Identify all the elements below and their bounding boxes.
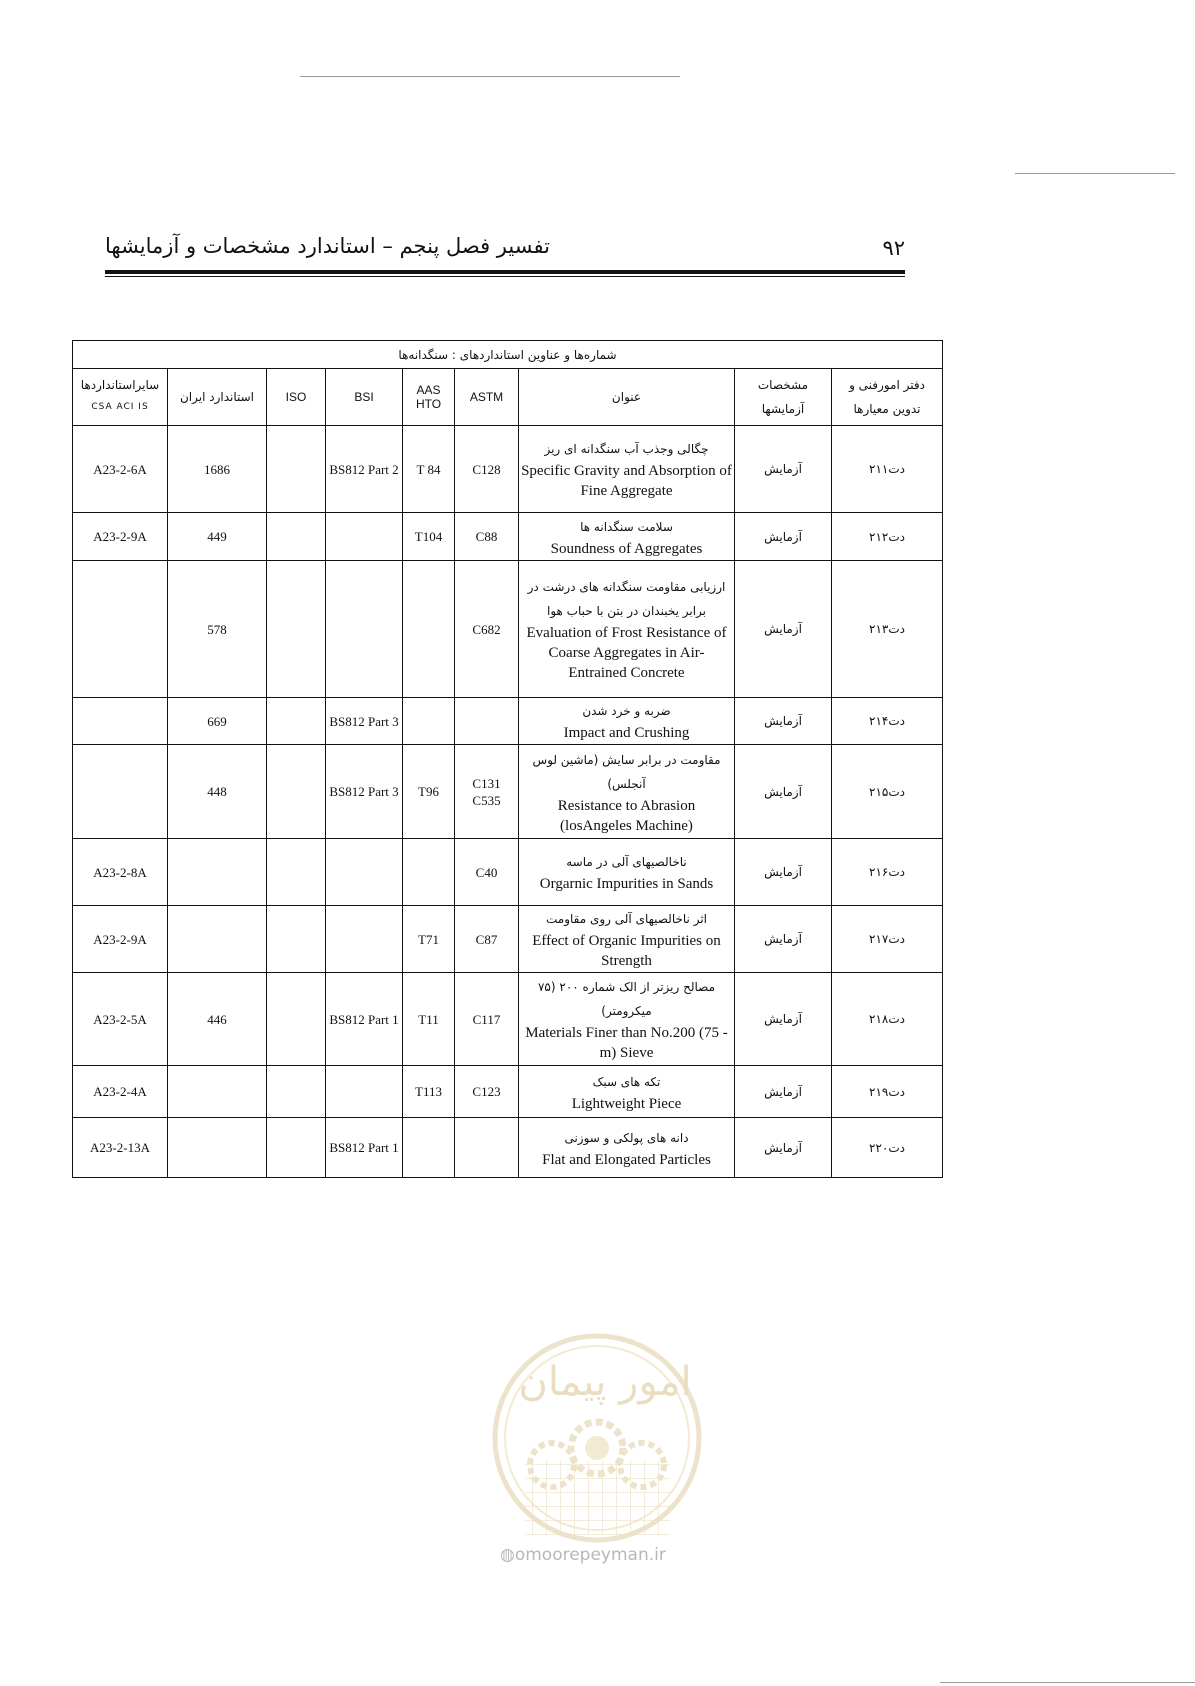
cell-iran-standard: 448 [168,745,267,839]
cell-aashto [403,561,455,698]
title-english: Flat and Elongated Particles [542,1151,711,1168]
cell-aashto [403,698,455,745]
cell-iran-standard [168,839,267,906]
cell-other-standard [73,698,168,745]
header-bsi: BSI [326,369,403,426]
cell-iran-standard [168,1066,267,1118]
cell-astm: C128 [455,426,519,513]
cell-title [519,561,735,698]
table-row [73,1066,943,1118]
cell-astm: C123 [455,1066,519,1118]
title-english: Resistance to Abrasion (losAngeles Machine) [557,797,696,834]
cell-iso [267,839,326,906]
cell-other-standard [73,745,168,839]
scan-speck [1015,173,1175,174]
header-iran: استاندارد ایران [168,369,267,426]
title-english: Specific Gravity and Absorption of Fine Aggregate [521,463,732,499]
table-row [73,839,943,906]
header-iso: ISO [267,369,326,426]
page-header [105,228,905,278]
cell-iran-standard: 669 [168,698,267,745]
cell-aashto: T104 [403,513,455,561]
cell-iso [267,1118,326,1178]
header-other-sub: CSA ACI IS [91,402,149,412]
title-english: Effect of Organic Impurities on Strength [532,933,721,969]
header-spec: مشخصات آزمایشها [735,369,832,426]
cell-office: دت۲۱۳ [832,561,943,698]
cell-spec: آزمایش [735,561,832,698]
title-persian: دانه های پولکی و سوزنی [564,1130,689,1145]
cell-spec: آزمایش [735,698,832,745]
cell-spec: آزمایش [735,906,832,973]
cell-aashto: T96 [403,745,455,839]
cell-astm: C88 [455,513,519,561]
cell-astm: C131 C535 [455,745,519,839]
header-aashto: AAS HTO [403,369,455,426]
header-astm: ASTM [455,369,519,426]
table-row [73,745,943,839]
cell-aashto: T113 [403,1066,455,1118]
watermark-url-text: omoorepeyman.ir [514,1545,666,1565]
cell-office: دت۲۱۴ [832,698,943,745]
globe-icon: ◍ [500,1545,515,1565]
title-persian: ناخالصیهای آلی در ماسه [566,855,687,869]
table-row [73,1118,943,1178]
cell-other-standard: A23-2-8A [73,839,168,906]
cell-title [519,513,735,561]
table-body [73,426,943,1178]
title-persian: چگالی وجذب آب سنگدانه ای ریز [544,442,709,456]
cell-bsi [326,561,403,698]
title-persian: مصالح ریزتر از الک شماره ۲۰۰ (۷۵ میکرومتر) [537,980,715,1018]
standards-table [72,340,943,1178]
cell-bsi: BS812 Part 3 [326,745,403,839]
cell-office: دت۲۱۸ [832,973,943,1066]
title-persian: سلامت سنگدانه ها [580,519,673,534]
title-english: Impact and Crushing [563,725,690,741]
cell-astm [455,698,519,745]
cell-aashto: T 84 [403,426,455,513]
title-persian: ضربه و خرد شدن [582,704,671,718]
header-rule [105,270,905,274]
cell-title [519,745,735,839]
cell-aashto [403,839,455,906]
cell-office: دت۲۱۹ [832,1066,943,1118]
cell-title [519,1118,735,1178]
cell-iso [267,698,326,745]
scan-speck [940,1682,1195,1683]
cell-bsi: BS812 Part 3 [326,698,403,745]
table-row [73,426,943,513]
cell-bsi [326,513,403,561]
cell-other-standard: A23-2-9A [73,513,168,561]
cell-astm: C682 [455,561,519,698]
cell-office: دت۲۱۵ [832,745,943,839]
watermark-seal [490,1310,705,1575]
cell-other-standard [73,561,168,698]
cell-office: دت۲۱۱ [832,426,943,513]
cell-other-standard: A23-2-4A [73,1066,168,1118]
cell-spec: آزمایش [735,745,832,839]
page-number: ۹۲ [882,236,905,260]
cell-bsi: BS812 Part 1 [326,973,403,1066]
cell-title [519,1066,735,1118]
cell-astm [455,1118,519,1178]
cell-title [519,839,735,906]
cell-other-standard: A23-2-13A [73,1118,168,1178]
header-title: تفسیر فصل پنجم – استاندارد مشخصات و آزمایشها [105,234,550,258]
title-persian: ارزیابی مقاومت سنگدانه های درشت در برابر یخبندان در بتن با حباب هوا [527,580,726,618]
cell-aashto [403,1118,455,1178]
cell-spec: آزمایش [735,513,832,561]
cell-other-standard: A23-2-5A [73,973,168,1066]
title-english: Soundness of Aggregates [550,540,703,557]
cell-office: دت۲۱۲ [832,513,943,561]
cell-aashto: T71 [403,906,455,973]
watermark-seal-text: امور پیمان [518,1359,692,1405]
cell-iso [267,561,326,698]
cell-spec: آزمایش [735,1118,832,1178]
cell-bsi: BS812 Part 2 [326,426,403,513]
table-row [73,973,943,1066]
cell-bsi [326,906,403,973]
cell-iso [267,513,326,561]
cell-astm: C117 [455,973,519,1066]
cell-iso [267,426,326,513]
cell-office: دت۲۱۶ [832,839,943,906]
header-other-standards [73,369,168,426]
title-persian: مقاومت در برابر سایش (ماشین لوس آنجلس) [532,752,721,791]
header-row [73,369,943,426]
cell-aashto: T11 [403,973,455,1066]
cell-office: دت۲۱۷ [832,906,943,973]
cell-other-standard: A23-2-9A [73,906,168,973]
cell-iso [267,906,326,973]
title-persian: اثر ناخالصیهای آلی روی مقاومت [545,912,708,926]
header-other-label: سایراستانداردها [80,378,160,392]
cell-title [519,973,735,1066]
cell-iran-standard: 449 [168,513,267,561]
cell-spec: آزمایش [735,426,832,513]
table-row [73,698,943,745]
title-english: Materials Finer than No.200 (75 - m) Sieve [525,1025,728,1061]
cell-bsi: BS812 Part 1 [326,1118,403,1178]
cell-title [519,906,735,973]
cell-title [519,698,735,745]
title-english: Evaluation of Frost Resistance of Coarse Aggregates in Air-Entrained Concrete [526,625,727,681]
cell-spec: آزمایش [735,1066,832,1118]
cell-title [519,426,735,513]
table-row [73,906,943,973]
table-row [73,561,943,698]
cell-iran-standard [168,906,267,973]
title-english: Lightweight Piece [571,1095,682,1112]
cell-spec: آزمایش [735,973,832,1066]
cell-iso [267,1066,326,1118]
table-caption: شماره‌ها و عناوین استانداردهای : سنگدانه‌ها [73,341,943,369]
cell-other-standard: A23-2-6A [73,426,168,513]
cell-iran-standard: 446 [168,973,267,1066]
cell-iso [267,745,326,839]
cell-iso [267,973,326,1066]
header-office: دفتر امورفنی و تدوین معیارها [832,369,943,426]
cell-iran-standard: 1686 [168,426,267,513]
watermark-url [500,1545,666,1565]
cell-astm: C87 [455,906,519,973]
table-row [73,513,943,561]
cell-astm: C40 [455,839,519,906]
cell-iran-standard: 578 [168,561,267,698]
title-persian: تکه های سبک [592,1074,661,1089]
cell-office: دت۲۲۰ [832,1118,943,1178]
scan-speck [300,76,680,77]
header-title: عنوان [519,369,735,426]
cell-spec: آزمایش [735,839,832,906]
cell-bsi [326,839,403,906]
cell-iran-standard [168,1118,267,1178]
header-rule-thin [105,276,905,277]
title-english: Orgarnic Impurities in Sands [539,876,714,892]
cell-bsi [326,1066,403,1118]
